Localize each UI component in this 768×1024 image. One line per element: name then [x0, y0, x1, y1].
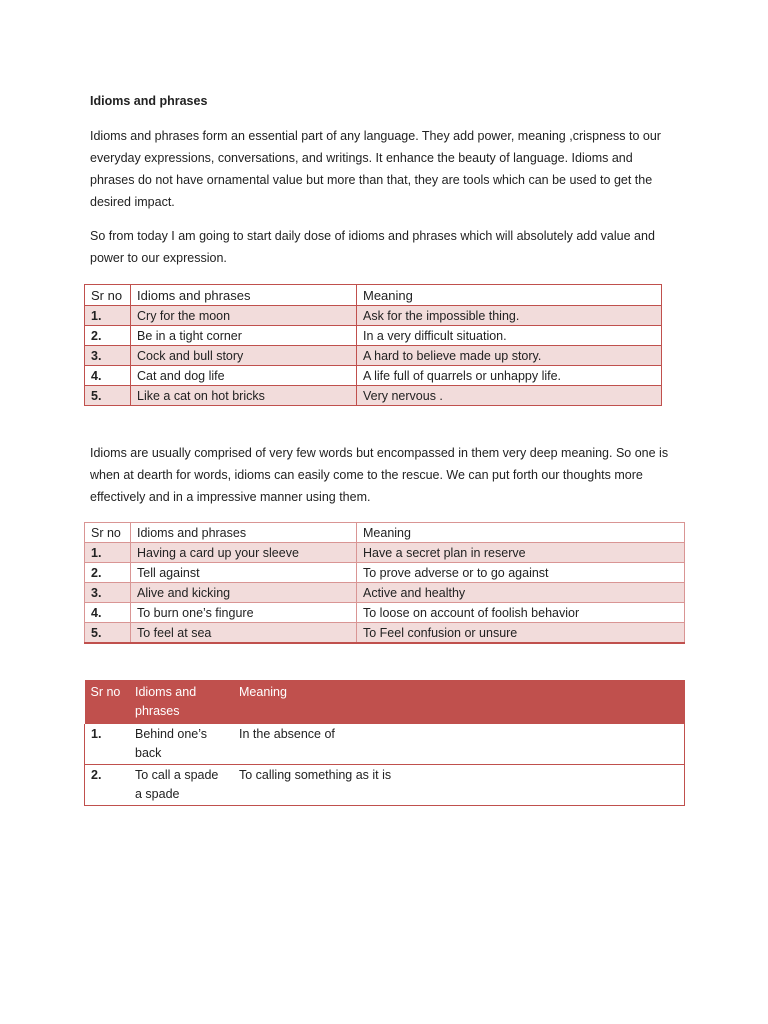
cell-meaning: A hard to believe made up story.: [357, 346, 662, 366]
table-row: [85, 543, 685, 563]
header-sr-no: Sr no: [85, 285, 131, 306]
table-header-row: [85, 285, 662, 306]
cell-sr-no: 2.: [85, 563, 131, 583]
cell-meaning: In a very difficult situation.: [357, 326, 662, 346]
cell-sr-no: 1.: [85, 724, 130, 765]
header-idioms: Idioms and phrases: [129, 680, 233, 724]
cell-idiom: Be in a tight corner: [131, 326, 357, 346]
cell-idiom: Cry for the moon: [131, 306, 357, 326]
cell-sr-no: 3.: [85, 583, 131, 603]
cell-idiom: Cock and bull story: [131, 346, 357, 366]
header-idioms: Idioms and phrases: [131, 285, 357, 306]
idioms-table-2: [84, 522, 685, 644]
cell-meaning: A life full of quarrels or unhappy life.: [357, 366, 662, 386]
header-meaning: Meaning: [357, 285, 662, 306]
cell-meaning: Very nervous .: [357, 386, 662, 406]
table-row: [85, 563, 685, 583]
table-row: [85, 724, 685, 765]
comprised-paragraph: Idioms are usually comprised of very few words but encompassed in them very deep meaning. So one is when at dearth for words, idioms can easily come to the rescue. We can put forth our thoughts more effectively and in a impressive manner using them.: [90, 446, 669, 504]
cell-idiom: Having a card up your sleeve: [131, 543, 357, 563]
table-row: [85, 765, 685, 806]
header-sr-no: Sr no: [85, 523, 131, 543]
cell-idiom: Cat and dog life: [131, 366, 357, 386]
table-row: [85, 366, 662, 386]
idioms-table-3: [84, 680, 685, 806]
middle-text: [90, 442, 680, 520]
cell-sr-no: 4.: [85, 603, 131, 623]
cell-meaning: To loose on account of foolish behavior: [357, 603, 685, 623]
cell-sr-no: 5.: [85, 623, 131, 644]
document-body: [90, 94, 680, 281]
cell-meaning: To calling something as it is: [233, 765, 685, 806]
cell-sr-no: 4.: [85, 366, 131, 386]
header-meaning: Meaning: [357, 523, 685, 543]
cell-idiom: To call a spade a spade: [129, 765, 233, 806]
table-row: [85, 603, 685, 623]
cell-idiom: Behind one’s back: [129, 724, 233, 765]
table-header-row: [85, 523, 685, 543]
cell-meaning: Ask for the impossible thing.: [357, 306, 662, 326]
table-row: [85, 326, 662, 346]
header-meaning: Meaning: [233, 680, 685, 724]
plan-paragraph: So from today I am going to start daily dose of idioms and phrases which will absolutely add value and power to our expression.: [90, 229, 655, 265]
cell-sr-no: 2.: [85, 326, 131, 346]
cell-sr-no: 1.: [85, 306, 131, 326]
table-header-row: [85, 680, 685, 724]
table-row: [85, 583, 685, 603]
cell-meaning: In the absence of: [233, 724, 685, 765]
cell-sr-no: 3.: [85, 346, 131, 366]
cell-meaning: To Feel confusion or unsure: [357, 623, 685, 644]
table-row: [85, 346, 662, 366]
cell-idiom: To burn one’s fingure: [131, 603, 357, 623]
cell-sr-no: 1.: [85, 543, 131, 563]
cell-meaning: Active and healthy: [357, 583, 685, 603]
cell-sr-no: 5.: [85, 386, 131, 406]
table-row: [85, 623, 685, 644]
cell-idiom: Alive and kicking: [131, 583, 357, 603]
cell-meaning: To prove adverse or to go against: [357, 563, 685, 583]
table-row: [85, 306, 662, 326]
header-idioms: Idioms and phrases: [131, 523, 357, 543]
cell-idiom: To feel at sea: [131, 623, 357, 644]
intro-paragraph: Idioms and phrases form an essential part of any language. They add power, meaning ,crispness to our everyday expressions, conversations, and writings. It enhance the beauty of language. Idioms and phrases do not have ornamental value but more than that, they are tools which can be used to get the desired impact.: [90, 129, 661, 209]
cell-idiom: Like a cat on hot bricks: [131, 386, 357, 406]
cell-meaning: Have a secret plan in reserve: [357, 543, 685, 563]
cell-idiom: Tell against: [131, 563, 357, 583]
idioms-table-1: [84, 284, 662, 406]
table-row: [85, 386, 662, 406]
cell-sr-no: 2.: [85, 765, 130, 806]
header-sr-no: Sr no: [85, 680, 130, 724]
page-title: Idioms and phrases: [90, 94, 208, 108]
